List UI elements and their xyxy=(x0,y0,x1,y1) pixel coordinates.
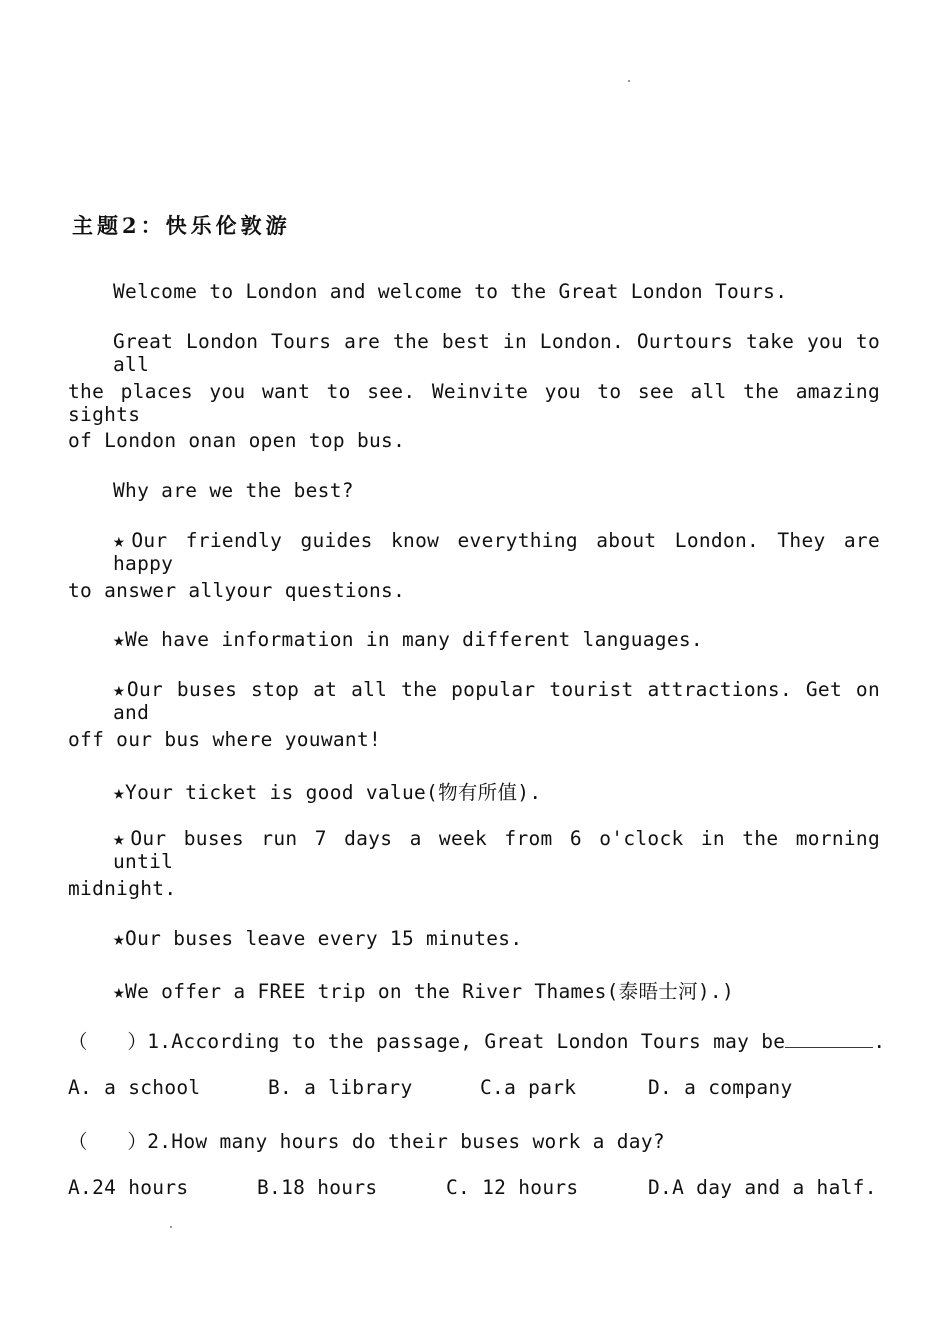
paragraph-question: Why are we the best? xyxy=(113,479,354,502)
paragraph-intro: Welcome to London and welcome to the Great London Tours. xyxy=(113,280,788,303)
answer-blank[interactable] xyxy=(785,1029,873,1048)
question-1-option-b: B. a library xyxy=(268,1076,413,1099)
bullet-item-continuation: off our bus where youwant! xyxy=(68,728,382,751)
question-1-option-c: C.a park xyxy=(480,1076,577,1099)
bullet-item-continuation: midnight. xyxy=(68,877,177,900)
bullet-item: ★Our buses run 7 days a week from 6 o'clock in the morning until xyxy=(113,827,880,873)
paragraph-line: the places you want to see. Weinvite you to see all the amazing sights xyxy=(68,380,880,426)
bullet-item: ★We have information in many different languages. xyxy=(113,628,703,651)
scan-speck xyxy=(628,80,630,82)
bullet-item: ★Our buses leave every 15 minutes. xyxy=(113,927,523,950)
question-2-option-a: A.24 hours xyxy=(68,1176,189,1199)
scan-speck xyxy=(170,1226,172,1228)
question-2-option-c: C. 12 hours xyxy=(446,1176,579,1199)
question-1-text: （ ）1.According to the passage, Great London Tours may be xyxy=(68,1030,786,1053)
paragraph-line: Great London Tours are the best in London. Ourtours take you to all xyxy=(113,330,880,376)
bullet-item: ★Our buses stop at all the popular tourist attractions. Get on and xyxy=(113,678,880,724)
question-1-option-a: A. a school xyxy=(68,1076,201,1099)
question-2: （ ）2.How many hours do their buses work a day? xyxy=(68,1130,665,1153)
bullet-item-continuation: to answer allyour questions. xyxy=(68,579,406,602)
question-1-option-d: D. a company xyxy=(648,1076,793,1099)
question-1 xyxy=(68,1026,885,1054)
question-2-option-d: D.A day and a half. xyxy=(648,1176,877,1199)
bullet-item: ★Our friendly guides know everything about London. They are happy xyxy=(113,529,880,575)
bullet-item: ★We offer a FREE trip on the River Thames(泰晤士河).) xyxy=(113,980,734,1003)
section-title: 主题2：快乐伦敦游 xyxy=(72,213,291,238)
question-2-option-b: B.18 hours xyxy=(257,1176,378,1199)
bullet-item: ★Your ticket is good value(物有所值). xyxy=(113,781,542,804)
paragraph-line: of London onan open top bus. xyxy=(68,429,406,452)
question-1-suffix: . xyxy=(873,1030,886,1053)
